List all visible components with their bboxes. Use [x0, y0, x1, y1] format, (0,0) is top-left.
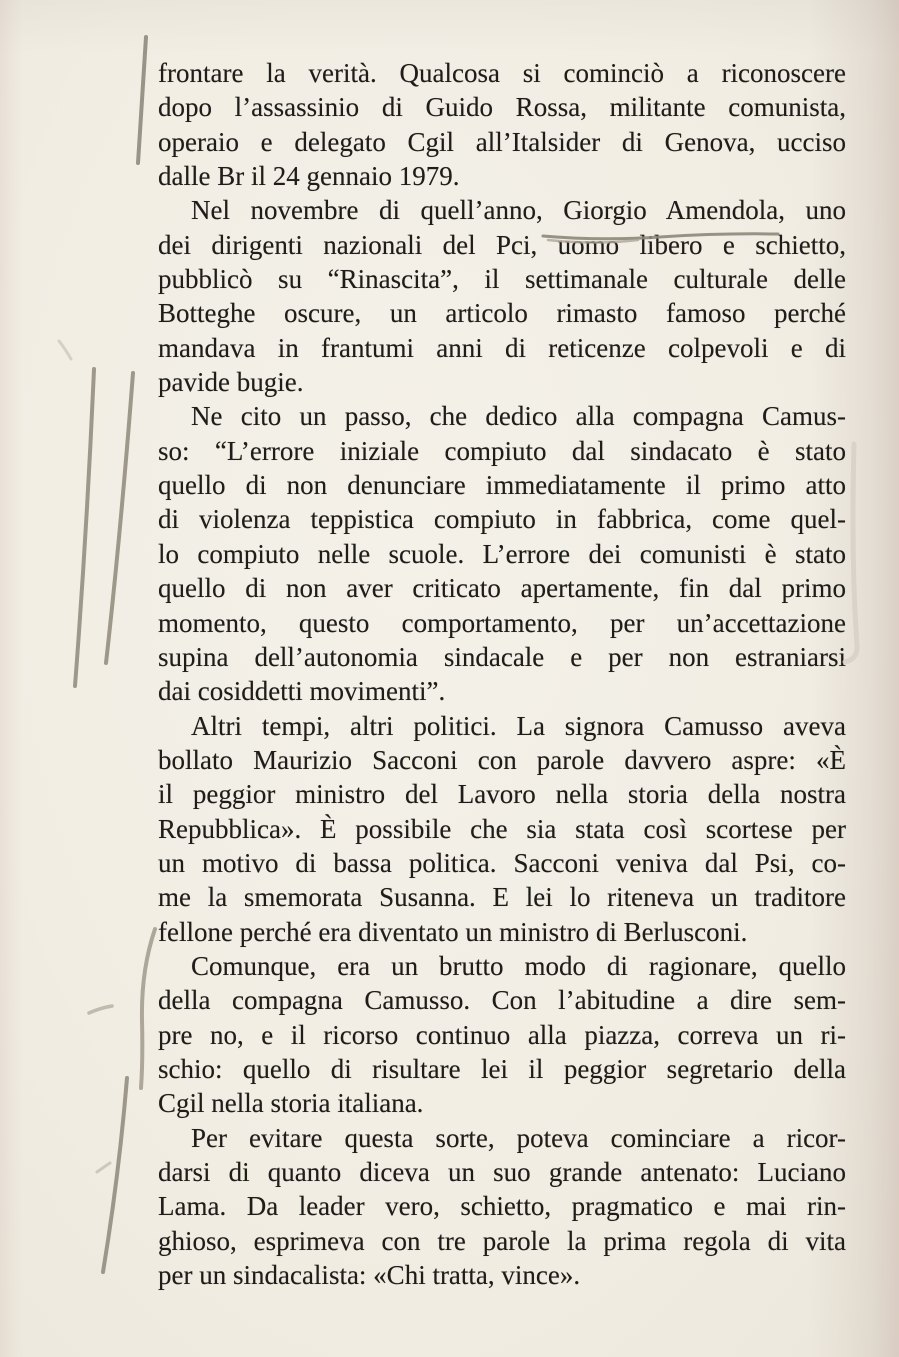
text-line: Per evitare questa sorte, poteva cominciare a ricor-: [191, 1122, 846, 1153]
text-line: fellone perché era diventato un ministro di Berlusconi.: [158, 916, 748, 947]
text-line: bollato Maurizio Sacconi con parole davvero aspre: «È: [158, 744, 846, 775]
text-line: di violenza teppistica compiuto in fabbrica, come quel-: [158, 504, 846, 535]
text-line: pubblicò su “Rinascita”, il settimanale culturale delle: [158, 264, 846, 295]
text-line: ghioso, esprimeva con tre parole la prima regola di vita: [158, 1225, 846, 1256]
text-line: darsi di quanto diceva un suo grande antenato: Luciano: [158, 1157, 846, 1187]
text-line: Nel novembre di quell’anno, Giorgio Amendola, uno: [191, 195, 846, 226]
text-line: pre no, e il ricorso continuo alla piazza, correva un ri-: [158, 1019, 846, 1050]
text-line: della compagna Camusso. Con l’abitudine a dire sem-: [158, 985, 846, 1016]
paragraph: [158, 1121, 846, 1293]
text-line: quello di non aver criticato apertamente, fin dal primo: [158, 573, 846, 604]
pencil-smudge-far-left-icon: [59, 341, 71, 359]
text-line: mandava in frantumi anni di reticenze colpevoli e di: [158, 332, 846, 363]
text-line: lo compiuto nelle scuole. L’errore dei comunisti è stato: [158, 538, 846, 569]
text-line: dopo l’assassinio di Guido Rossa, militante comunista,: [158, 92, 846, 123]
text-line: dai cosiddetti movimenti”.: [158, 676, 446, 707]
pencil-line-top-left-margin-icon: [138, 37, 146, 163]
pencil-line-left-margin-fellone-icon: [141, 929, 155, 1088]
text-line: so: “L’errore iniziale compiuto dal sindacato è stato: [158, 435, 846, 466]
pencil-double-line-left-a-icon: [75, 369, 94, 686]
text-line: operaio e delegato Cgil all’Italsider di Genova, ucciso: [158, 126, 846, 157]
text-line: Cgil nella storia italiana.: [158, 1088, 424, 1119]
text-line: pavide bugie.: [158, 367, 304, 398]
text-line: Altri tempi, altri politici. La signora Camusso aveva: [191, 710, 846, 741]
text-line: schio: quello di risultare lei il peggior segretario della: [158, 1053, 846, 1084]
text-line: quello di non denunciare immediatamente il primo atto: [158, 470, 846, 501]
pencil-dash-left-margin-2-icon: [97, 1163, 110, 1172]
pencil-line-right-margin-icon: [845, 444, 857, 662]
paragraph: [158, 193, 846, 399]
pencil-double-line-left-b-icon: [106, 373, 133, 663]
text-line: Botteghe oscure, un articolo rimasto famoso perché: [158, 298, 846, 329]
paragraph: [158, 56, 846, 193]
paragraph: [158, 949, 846, 1121]
text-line: Repubblica». È possibile che sia stata così scortese per: [158, 813, 846, 844]
paragraph: [158, 709, 846, 949]
text-line: Ne cito un passo, che dedico alla compagna Camus-: [191, 401, 846, 432]
text-block: [158, 56, 846, 1292]
text-line: frontare la verità. Qualcosa si cominciò a riconoscere: [158, 58, 846, 88]
text-line: Comunque, era un brutto modo di ragionare, quello: [191, 950, 846, 981]
text-line: supina dell’autonomia sindacale e per non estraniarsi: [158, 641, 846, 672]
text-line: il peggior ministro del Lavoro nella storia della nostra: [158, 779, 846, 810]
text-line: dei dirigenti nazionali del Pci, uomo libero e schietto,: [158, 229, 846, 260]
text-line: Lama. Da leader vero, schietto, pragmatico e mai rin-: [158, 1191, 846, 1222]
text-line: dalle Br il 24 gennaio 1979.: [158, 161, 460, 192]
pencil-dash-left-margin-icon: [89, 1006, 112, 1013]
paragraph: [158, 399, 846, 708]
pencil-line-bottom-left-margin-icon: [103, 1078, 127, 1272]
text-line: un motivo di bassa politica. Sacconi veniva dal Psi, co-: [158, 847, 846, 878]
text-line: me la smemorata Susanna. E lei lo riteneva un traditore: [158, 882, 846, 913]
text-line: per un sindacalista: «Chi tratta, vince».: [158, 1260, 581, 1291]
text-line: momento, questo comportamento, per un’accettazione: [158, 607, 846, 638]
